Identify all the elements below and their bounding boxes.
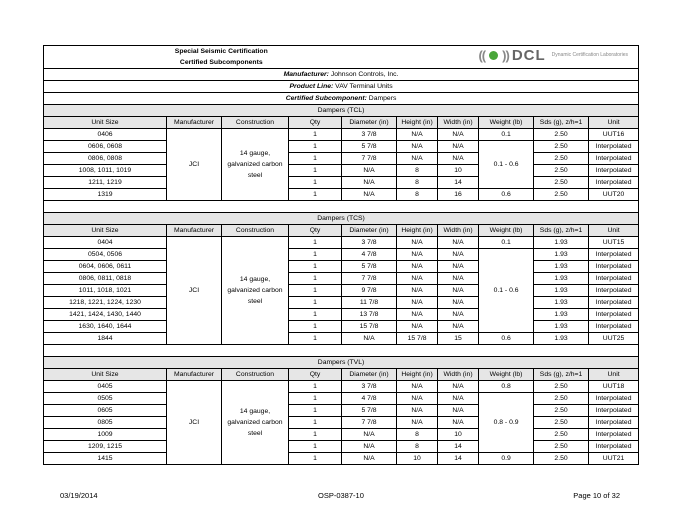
cell-sds: 2.50 bbox=[534, 405, 589, 417]
cell-diameter: 3 7/8 bbox=[342, 237, 397, 249]
subcomponent-cell bbox=[44, 93, 639, 105]
title-line-1: Special Seismic Certification bbox=[174, 48, 268, 55]
column-header: Weight (lb) bbox=[479, 225, 534, 237]
cell-height: N/A bbox=[397, 141, 438, 153]
cell-diameter: 7 7/8 bbox=[342, 153, 397, 165]
cell-qty: 1 bbox=[289, 333, 342, 345]
cell-unit: Interpolated bbox=[589, 153, 639, 165]
construction-merged-cell bbox=[222, 237, 289, 345]
cell-unit: Interpolated bbox=[589, 273, 639, 285]
table-row bbox=[44, 129, 639, 141]
cell-unit: UUT16 bbox=[589, 129, 639, 141]
cell-unit: Interpolated bbox=[589, 177, 639, 189]
cell-height: N/A bbox=[397, 417, 438, 429]
section-spacer bbox=[44, 201, 639, 213]
cell-qty: 1 bbox=[289, 249, 342, 261]
cell-qty: 1 bbox=[289, 237, 342, 249]
cell-width: N/A bbox=[438, 285, 479, 297]
cell-diameter: 3 7/8 bbox=[342, 129, 397, 141]
cell-width: N/A bbox=[438, 321, 479, 333]
cell-width: N/A bbox=[438, 417, 479, 429]
cell-qty: 1 bbox=[289, 129, 342, 141]
cell-unit: Interpolated bbox=[589, 321, 639, 333]
cell-qty: 1 bbox=[289, 417, 342, 429]
cell-unit: Interpolated bbox=[589, 417, 639, 429]
manufacturer-label: Manufacturer: bbox=[283, 71, 329, 78]
cell-weight: 0.8 bbox=[479, 381, 534, 393]
cell-unit-size: 1319 bbox=[44, 189, 167, 201]
column-header: Construction bbox=[222, 225, 289, 237]
table-row bbox=[44, 429, 639, 441]
cell-sds: 1.93 bbox=[534, 273, 589, 285]
cell-height: N/A bbox=[397, 273, 438, 285]
cell-diameter: 7 7/8 bbox=[342, 273, 397, 285]
cell-diameter: 7 7/8 bbox=[342, 417, 397, 429]
cell-unit-size: 1008, 1011, 1019 bbox=[44, 165, 167, 177]
column-header: Diameter (in) bbox=[342, 225, 397, 237]
cell-sds: 2.50 bbox=[534, 177, 589, 189]
table-row bbox=[44, 333, 639, 345]
title-row bbox=[44, 46, 639, 69]
construction-line: galvanized carbon bbox=[227, 287, 283, 294]
cell-sds: 2.50 bbox=[534, 381, 589, 393]
cell-qty: 1 bbox=[289, 393, 342, 405]
cell-weight: 0.6 bbox=[479, 189, 534, 201]
cell-unit: Interpolated bbox=[589, 393, 639, 405]
cell-height: N/A bbox=[397, 393, 438, 405]
table-row bbox=[44, 237, 639, 249]
cell-unit-size: 1011, 1018, 1021 bbox=[44, 285, 167, 297]
cell-height: N/A bbox=[397, 285, 438, 297]
column-header: Qty bbox=[289, 225, 342, 237]
cell-height: 8 bbox=[397, 441, 438, 453]
cell-unit: Interpolated bbox=[589, 309, 639, 321]
cell-width: N/A bbox=[438, 141, 479, 153]
cell-height: 8 bbox=[397, 189, 438, 201]
subcomponent-label: Certified Subcomponent: bbox=[285, 95, 367, 102]
construction-line: 14 gauge, bbox=[239, 150, 271, 157]
column-header: Manufacturer bbox=[167, 225, 222, 237]
cell-qty: 1 bbox=[289, 273, 342, 285]
weight-range-cell: 0.8 - 0.9 bbox=[479, 393, 534, 453]
product-line-value: VAV Terminal Units bbox=[335, 83, 393, 90]
cell-qty: 1 bbox=[289, 309, 342, 321]
spacer-cell bbox=[44, 345, 639, 357]
cell-unit: Interpolated bbox=[589, 165, 639, 177]
cell-qty: 1 bbox=[289, 153, 342, 165]
table-row bbox=[44, 273, 639, 285]
cell-sds: 2.50 bbox=[534, 453, 589, 465]
cell-height: 10 bbox=[397, 453, 438, 465]
manufacturer-merged-cell: JCI bbox=[167, 381, 222, 465]
cell-unit-size: 1421, 1424, 1430, 1440 bbox=[44, 309, 167, 321]
cell-width: 14 bbox=[438, 441, 479, 453]
footer-doc-number: OSP-0387-10 bbox=[318, 491, 364, 500]
table-row bbox=[44, 177, 639, 189]
cell-height: N/A bbox=[397, 129, 438, 141]
cell-unit-size: 0504, 0506 bbox=[44, 249, 167, 261]
cell-sds: 2.50 bbox=[534, 417, 589, 429]
logo-tagline: Dynamic Certification Laboratories bbox=[551, 52, 629, 58]
cell-width: N/A bbox=[438, 129, 479, 141]
column-header: Manufacturer bbox=[167, 369, 222, 381]
cell-sds: 2.50 bbox=[534, 393, 589, 405]
table-row bbox=[44, 261, 639, 273]
cell-width: N/A bbox=[438, 237, 479, 249]
column-header: Unit Size bbox=[44, 369, 167, 381]
table-row bbox=[44, 285, 639, 297]
table-row bbox=[44, 153, 639, 165]
footer-date: 03/19/2014 bbox=[60, 491, 98, 500]
cell-unit-size: 0604, 0606, 0611 bbox=[44, 261, 167, 273]
column-header: Height (in) bbox=[397, 369, 438, 381]
cell-sds: 1.93 bbox=[534, 285, 589, 297]
cell-qty: 1 bbox=[289, 429, 342, 441]
cell-qty: 1 bbox=[289, 285, 342, 297]
cell-unit: Interpolated bbox=[589, 297, 639, 309]
column-header: Weight (lb) bbox=[479, 117, 534, 129]
construction-line: steel bbox=[247, 172, 263, 179]
cell-unit-size: 0606, 0608 bbox=[44, 141, 167, 153]
cell-weight: 0.9 bbox=[479, 453, 534, 465]
cell-unit-size: 0405 bbox=[44, 381, 167, 393]
cell-unit: UUT25 bbox=[589, 333, 639, 345]
cell-height: 8 bbox=[397, 165, 438, 177]
cell-height: N/A bbox=[397, 153, 438, 165]
cell-unit-size: 0806, 0808 bbox=[44, 153, 167, 165]
cell-diameter: 11 7/8 bbox=[342, 297, 397, 309]
footer-page-number: Page 10 of 32 bbox=[573, 491, 620, 500]
cell-diameter: N/A bbox=[342, 165, 397, 177]
table-row bbox=[44, 165, 639, 177]
column-header: Unit bbox=[589, 225, 639, 237]
cell-width: N/A bbox=[438, 309, 479, 321]
cell-weight: 0.1 bbox=[479, 129, 534, 141]
cell-sds: 1.93 bbox=[534, 249, 589, 261]
column-header: Construction bbox=[222, 369, 289, 381]
cell-qty: 1 bbox=[289, 189, 342, 201]
cell-unit-size: 1209, 1215 bbox=[44, 441, 167, 453]
cell-qty: 1 bbox=[289, 405, 342, 417]
column-header: Diameter (in) bbox=[342, 117, 397, 129]
cell-height: N/A bbox=[397, 237, 438, 249]
cell-sds: 2.50 bbox=[534, 129, 589, 141]
column-header-row bbox=[44, 225, 639, 237]
section-title: Dampers (TCS) bbox=[44, 213, 639, 225]
cell-height: N/A bbox=[397, 261, 438, 273]
cell-diameter: N/A bbox=[342, 333, 397, 345]
cell-unit: UUT21 bbox=[589, 453, 639, 465]
cell-unit-size: 1009 bbox=[44, 429, 167, 441]
cell-unit-size: 1844 bbox=[44, 333, 167, 345]
manufacturer-merged-cell: JCI bbox=[167, 237, 222, 345]
cell-diameter: 4 7/8 bbox=[342, 393, 397, 405]
cell-weight: 0.6 bbox=[479, 333, 534, 345]
cell-width: N/A bbox=[438, 261, 479, 273]
column-header: Manufacturer bbox=[167, 117, 222, 129]
construction-merged-cell bbox=[222, 129, 289, 201]
cell-sds: 1.93 bbox=[534, 309, 589, 321]
certification-table bbox=[43, 45, 639, 465]
cell-width: N/A bbox=[438, 405, 479, 417]
cell-height: N/A bbox=[397, 381, 438, 393]
cell-width: N/A bbox=[438, 297, 479, 309]
cell-sds: 1.93 bbox=[534, 261, 589, 273]
cell-qty: 1 bbox=[289, 177, 342, 189]
cell-sds: 2.50 bbox=[534, 153, 589, 165]
cell-width: N/A bbox=[438, 393, 479, 405]
cell-diameter: N/A bbox=[342, 177, 397, 189]
cell-unit-size: 0505 bbox=[44, 393, 167, 405]
construction-merged-cell bbox=[222, 381, 289, 465]
dcl-logo bbox=[478, 47, 629, 64]
cell-unit: UUT20 bbox=[589, 189, 639, 201]
cell-unit: Interpolated bbox=[589, 261, 639, 273]
column-header: Qty bbox=[289, 117, 342, 129]
table-row bbox=[44, 141, 639, 153]
column-header: Unit bbox=[589, 369, 639, 381]
cell-width: N/A bbox=[438, 249, 479, 261]
column-header: Sds (g), z/h=1 bbox=[534, 117, 589, 129]
cell-diameter: N/A bbox=[342, 441, 397, 453]
product-line-row bbox=[44, 81, 639, 93]
logo-parens-right: )) bbox=[502, 48, 509, 63]
cell-unit-size: 1415 bbox=[44, 453, 167, 465]
cell-height: 8 bbox=[397, 429, 438, 441]
construction-line: 14 gauge, bbox=[239, 408, 271, 415]
cell-qty: 1 bbox=[289, 381, 342, 393]
cell-width: 15 bbox=[438, 333, 479, 345]
cell-diameter: 5 7/8 bbox=[342, 261, 397, 273]
cell-sds: 1.93 bbox=[534, 237, 589, 249]
cell-diameter: 5 7/8 bbox=[342, 405, 397, 417]
subcomponent-value: Dampers bbox=[368, 95, 397, 102]
construction-line: steel bbox=[247, 298, 263, 305]
cell-unit-size: 0404 bbox=[44, 237, 167, 249]
page-title bbox=[44, 46, 397, 69]
section-title-row bbox=[44, 357, 639, 369]
cell-diameter: N/A bbox=[342, 429, 397, 441]
table-row bbox=[44, 405, 639, 417]
cell-qty: 1 bbox=[289, 321, 342, 333]
cell-qty: 1 bbox=[289, 261, 342, 273]
logo-cell bbox=[397, 46, 639, 69]
section-title-row bbox=[44, 105, 639, 117]
cell-diameter: 13 7/8 bbox=[342, 309, 397, 321]
cell-sds: 2.50 bbox=[534, 141, 589, 153]
table-row bbox=[44, 297, 639, 309]
logo-brand: DCL bbox=[511, 47, 546, 64]
cell-qty: 1 bbox=[289, 441, 342, 453]
column-header: Sds (g), z/h=1 bbox=[534, 369, 589, 381]
column-header-row bbox=[44, 369, 639, 381]
table-row bbox=[44, 381, 639, 393]
cell-unit: Interpolated bbox=[589, 141, 639, 153]
cell-diameter: 5 7/8 bbox=[342, 141, 397, 153]
cell-width: 14 bbox=[438, 453, 479, 465]
cell-qty: 1 bbox=[289, 141, 342, 153]
table-row bbox=[44, 441, 639, 453]
column-header: Height (in) bbox=[397, 117, 438, 129]
cell-sds: 2.50 bbox=[534, 165, 589, 177]
cell-width: N/A bbox=[438, 153, 479, 165]
cell-unit-size: 0406 bbox=[44, 129, 167, 141]
manufacturer-merged-cell: JCI bbox=[167, 129, 222, 201]
construction-line: galvanized carbon bbox=[227, 419, 283, 426]
cell-diameter: N/A bbox=[342, 189, 397, 201]
cell-unit-size: 1211, 1219 bbox=[44, 177, 167, 189]
cell-unit: Interpolated bbox=[589, 429, 639, 441]
cell-height: N/A bbox=[397, 309, 438, 321]
column-header: Width (in) bbox=[438, 369, 479, 381]
cell-unit-size: 0805 bbox=[44, 417, 167, 429]
table-row bbox=[44, 321, 639, 333]
subcomponent-row bbox=[44, 93, 639, 105]
cell-width: 16 bbox=[438, 189, 479, 201]
table-row bbox=[44, 417, 639, 429]
logo-parens-left: (( bbox=[478, 48, 486, 63]
manufacturer-cell bbox=[44, 69, 639, 81]
cell-diameter: 4 7/8 bbox=[342, 249, 397, 261]
cell-width: 14 bbox=[438, 177, 479, 189]
manufacturer-row bbox=[44, 69, 639, 81]
cell-unit-size: 1630, 1640, 1644 bbox=[44, 321, 167, 333]
cell-diameter: N/A bbox=[342, 453, 397, 465]
column-header: Unit bbox=[589, 117, 639, 129]
table-row bbox=[44, 189, 639, 201]
title-line-2: Certified Subcomponents bbox=[179, 59, 263, 66]
weight-range-cell: 0.1 - 0.6 bbox=[479, 249, 534, 333]
certification-page bbox=[43, 45, 638, 465]
cell-unit-size: 0806, 0811, 0818 bbox=[44, 273, 167, 285]
column-header: Width (in) bbox=[438, 225, 479, 237]
column-header: Qty bbox=[289, 369, 342, 381]
cell-height: 15 7/8 bbox=[397, 333, 438, 345]
cell-unit: Interpolated bbox=[589, 249, 639, 261]
cell-unit: Interpolated bbox=[589, 285, 639, 297]
cell-unit-size: 1218, 1221, 1224, 1230 bbox=[44, 297, 167, 309]
product-line-label: Product Line: bbox=[289, 83, 334, 90]
cell-qty: 1 bbox=[289, 453, 342, 465]
cell-sds: 2.50 bbox=[534, 429, 589, 441]
column-header: Sds (g), z/h=1 bbox=[534, 225, 589, 237]
cell-sds: 1.93 bbox=[534, 321, 589, 333]
cell-width: 10 bbox=[438, 429, 479, 441]
column-header: Diameter (in) bbox=[342, 369, 397, 381]
cell-diameter: 3 7/8 bbox=[342, 381, 397, 393]
cell-unit: UUT18 bbox=[589, 381, 639, 393]
column-header: Width (in) bbox=[438, 117, 479, 129]
column-header-row bbox=[44, 117, 639, 129]
cell-unit: Interpolated bbox=[589, 441, 639, 453]
cell-width: N/A bbox=[438, 273, 479, 285]
section-title: Dampers (TVL) bbox=[44, 357, 639, 369]
cell-width: 10 bbox=[438, 165, 479, 177]
cell-height: N/A bbox=[397, 321, 438, 333]
logo-dot-icon bbox=[489, 51, 498, 60]
cell-unit-size: 0605 bbox=[44, 405, 167, 417]
cell-unit: UUT15 bbox=[589, 237, 639, 249]
section-title-row bbox=[44, 213, 639, 225]
table-row bbox=[44, 249, 639, 261]
cell-weight: 0.1 bbox=[479, 237, 534, 249]
column-header: Unit Size bbox=[44, 117, 167, 129]
cell-height: N/A bbox=[397, 249, 438, 261]
cell-unit: Interpolated bbox=[589, 405, 639, 417]
column-header: Weight (lb) bbox=[479, 369, 534, 381]
cell-height: 8 bbox=[397, 177, 438, 189]
cell-sds: 2.50 bbox=[534, 189, 589, 201]
cell-diameter: 9 7/8 bbox=[342, 285, 397, 297]
cell-height: N/A bbox=[397, 405, 438, 417]
section-title: Dampers (TCL) bbox=[44, 105, 639, 117]
construction-line: galvanized carbon bbox=[227, 161, 283, 168]
cell-qty: 1 bbox=[289, 297, 342, 309]
construction-line: steel bbox=[247, 430, 263, 437]
cell-sds: 1.93 bbox=[534, 333, 589, 345]
column-header: Unit Size bbox=[44, 225, 167, 237]
column-header: Height (in) bbox=[397, 225, 438, 237]
table-row bbox=[44, 309, 639, 321]
cell-qty: 1 bbox=[289, 165, 342, 177]
product-line-cell bbox=[44, 81, 639, 93]
manufacturer-value: Johnson Controls, Inc. bbox=[330, 71, 399, 78]
cell-sds: 2.50 bbox=[534, 441, 589, 453]
table-row bbox=[44, 453, 639, 465]
cell-height: N/A bbox=[397, 297, 438, 309]
cell-sds: 1.93 bbox=[534, 297, 589, 309]
column-header: Construction bbox=[222, 117, 289, 129]
weight-range-cell: 0.1 - 0.6 bbox=[479, 141, 534, 189]
cell-width: N/A bbox=[438, 381, 479, 393]
section-spacer bbox=[44, 345, 639, 357]
construction-line: 14 gauge, bbox=[239, 276, 271, 283]
spacer-cell bbox=[44, 201, 639, 213]
table-row bbox=[44, 393, 639, 405]
cell-diameter: 15 7/8 bbox=[342, 321, 397, 333]
